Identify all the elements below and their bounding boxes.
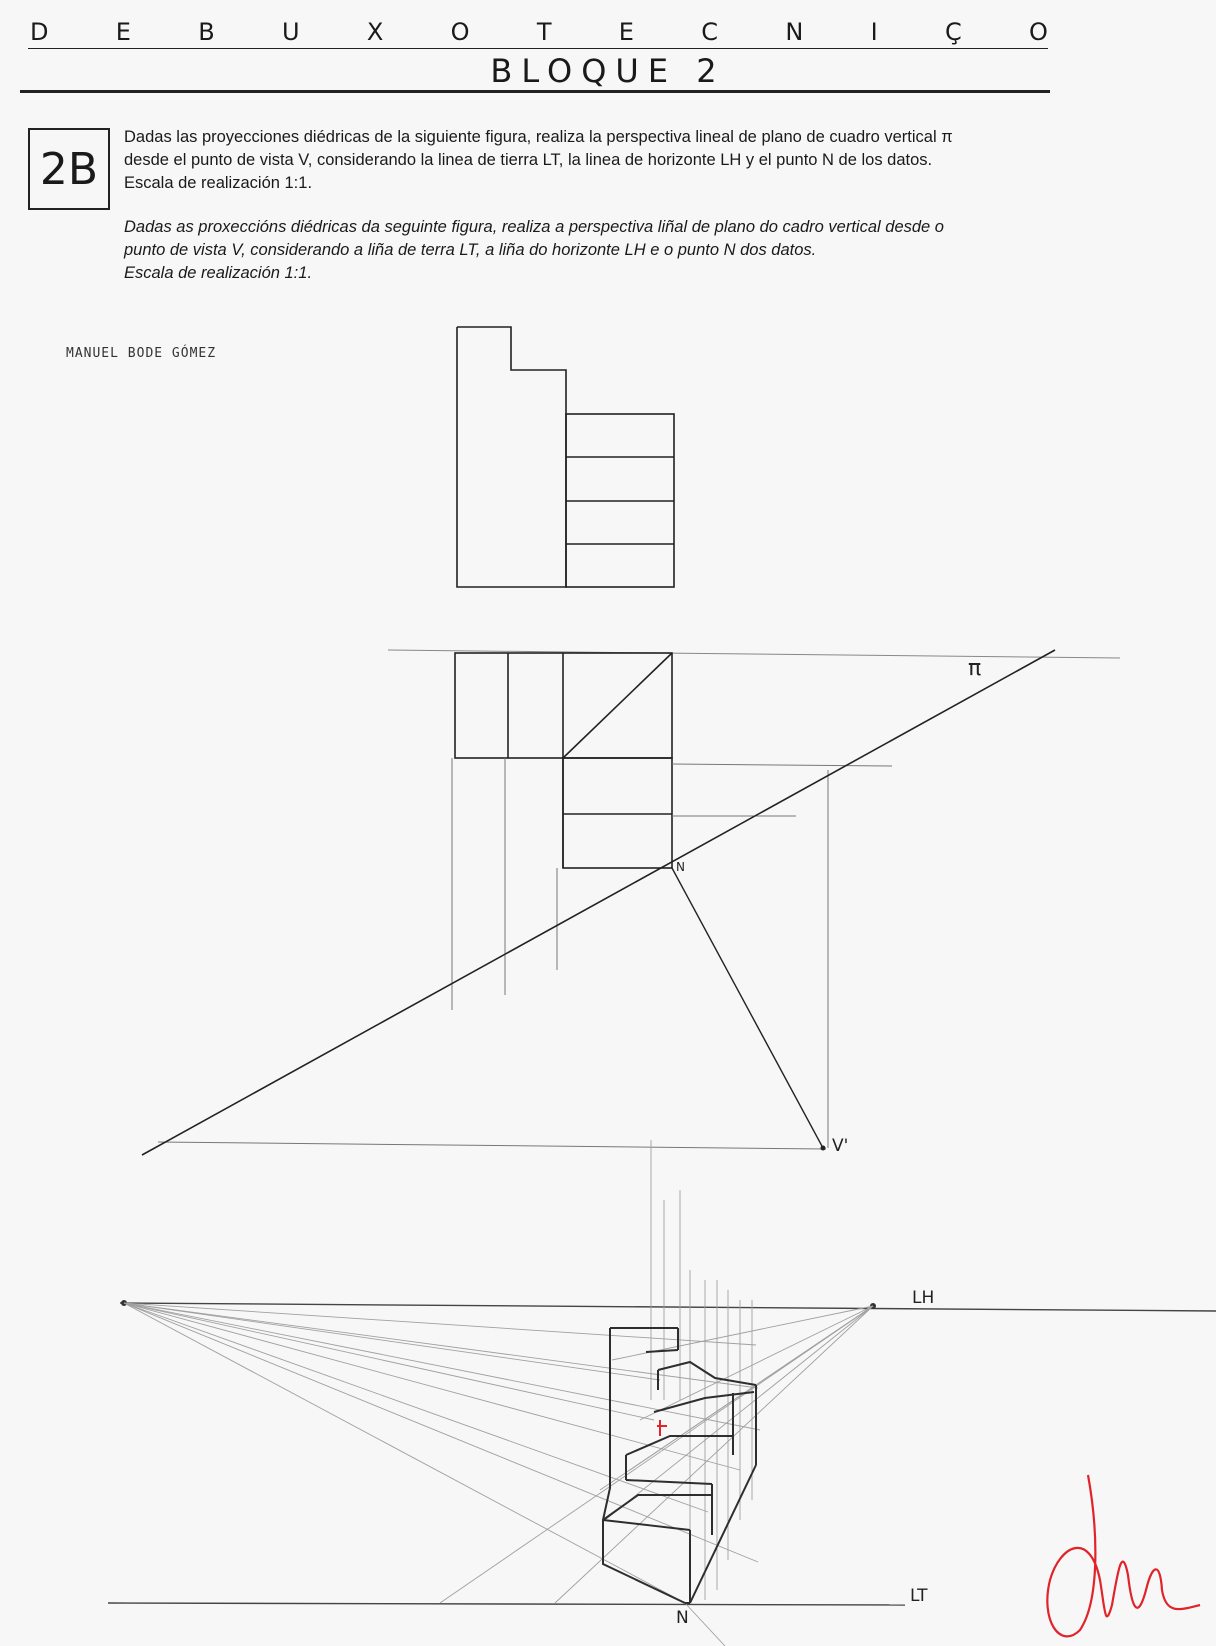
n-persp-label: N: [676, 1608, 689, 1628]
instruction-line: Escala de realización 1:1.: [124, 174, 313, 192]
viewpoint-marker: [821, 1146, 826, 1151]
header-letter: E: [618, 18, 636, 46]
header-letter: C: [701, 18, 721, 46]
horizon-line: [120, 1303, 1216, 1311]
elevation-view: [457, 327, 674, 587]
instruction-line: desde el punto de vista V, considerando la linea de tierra LT, la linea de horizonte LH y el punto N de los datos.: [124, 151, 933, 169]
pi-label: π: [968, 656, 982, 681]
header-letter: U: [282, 18, 302, 46]
visual-ray: [672, 868, 823, 1148]
horizon-line-label: LH: [912, 1288, 935, 1308]
ground-line-label: LT: [910, 1586, 928, 1606]
header-letter: O: [1029, 18, 1050, 46]
header-letter: O: [450, 18, 472, 46]
header-letter: T: [536, 18, 554, 46]
perspective-construction: [108, 1140, 1216, 1646]
instruction-line: Escala de realización 1:1.: [124, 264, 313, 282]
header-letter: N: [785, 18, 806, 46]
instruction-line: punto de vista V, considerando a liña de terra LT, a liña do horizonte LH e o punto N dos datos.: [124, 241, 817, 259]
block-title: BLOQUE 2: [490, 52, 726, 90]
instruction-line: Dadas las proyecciones diédricas de la siguiente figura, realiza la perspectiva lineal de plano de cuadro vertical π: [124, 128, 953, 146]
header-letter: Ç: [944, 18, 964, 46]
ground-line: [108, 1603, 905, 1605]
teacher-signature: [1047, 1475, 1200, 1636]
instruction-line: Dadas as proxeccións diédricas da seguinte figura, realiza a perspectiva liñal de plano do cadro vertical desde o: [124, 218, 944, 236]
header-letter: X: [366, 18, 386, 46]
header-letter: I: [870, 18, 880, 46]
picture-plane-line: [142, 650, 1055, 1155]
header-letter: B: [198, 18, 217, 46]
n-plan-label: N: [676, 860, 685, 874]
student-name: MANUEL BODE GÓMEZ: [66, 346, 217, 361]
viewpoint-label: V': [832, 1136, 849, 1156]
exercise-code-badge: 2B: [28, 128, 110, 210]
header-letter: D: [30, 18, 51, 46]
header-letter: E: [115, 18, 133, 46]
plan-view: [142, 650, 1120, 1155]
